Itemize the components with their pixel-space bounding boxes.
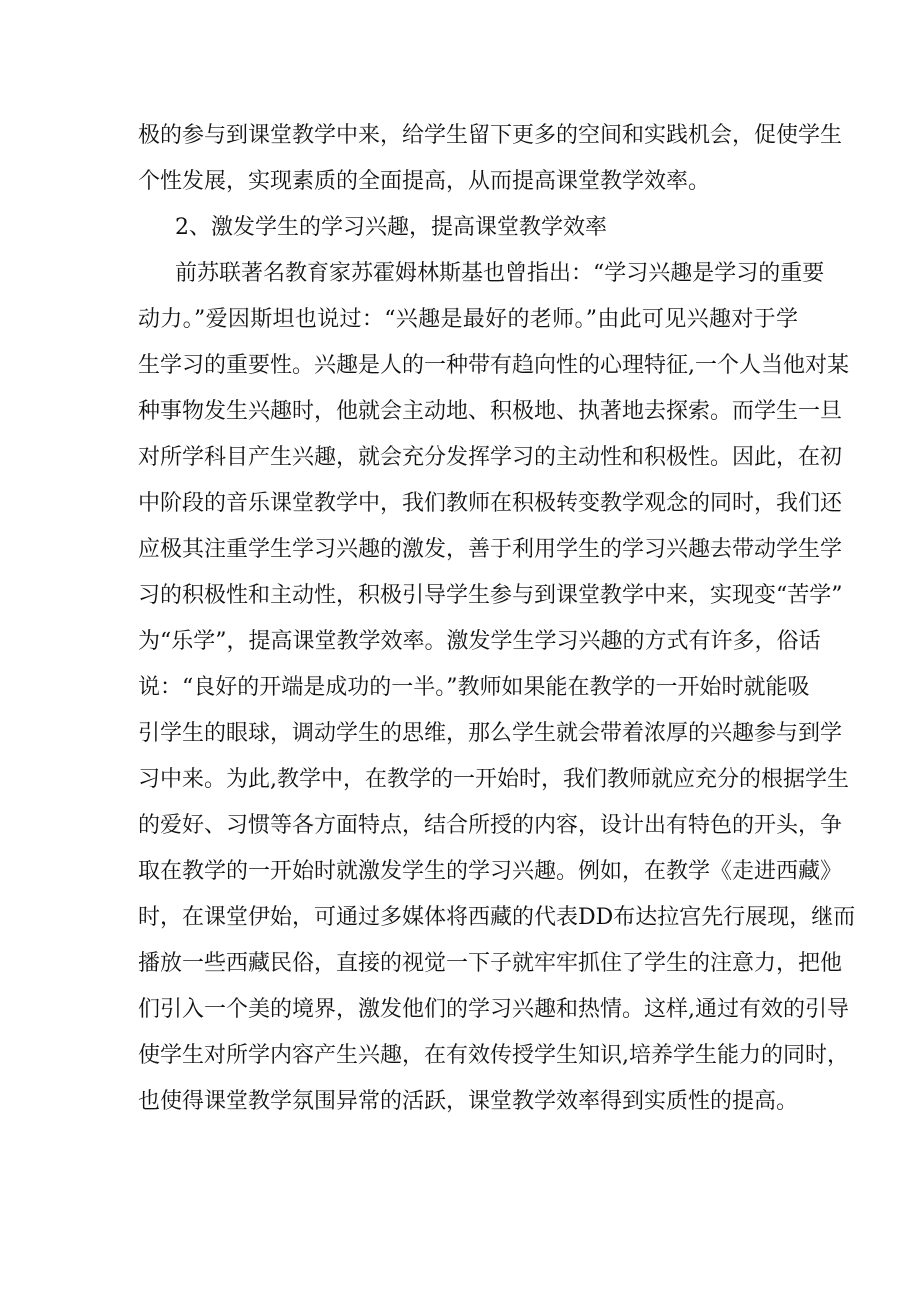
text-line: 为“乐学”，提高课堂教学效率。激发学生学习兴趣的方式有许多，俗话 <box>138 629 821 654</box>
text-line: 取在教学的一开始时就激发学生的学习兴趣。例如，在教学《走进西藏》 <box>138 859 843 884</box>
text-line: 使学生对所学内容产生兴趣，在有效传授学生知识,培养学生能力的同时， <box>138 1043 849 1068</box>
text-line: 引学生的眼球，调动学生的思维，那么学生就会带着浓厚的兴趣参与到学 <box>138 721 843 746</box>
text-line: 们引入一个美的境界，激发他们的学习兴趣和热情。这样,通过有效的引导 <box>138 997 849 1022</box>
text-line: 对所学科目产生兴趣，就会充分发挥学习的主动性和积极性。因此，在初 <box>138 445 843 470</box>
text-line: 说：“良好的开端是成功的一半。”教师如果能在教学的一开始时就能吸 <box>138 675 810 700</box>
text-line: 也使得课堂教学氛围异常的活跃，课堂教学效率得到实质性的提高。 <box>138 1089 799 1114</box>
section-heading: 2、激发学生的学习兴趣，提高课堂教学效率 <box>175 215 607 240</box>
text-line: 时，在课堂伊始，可通过多媒体将西藏的代表DD布达拉宫先行展现，继而 <box>138 905 856 930</box>
text-line: 应极其注重学生学习兴趣的激发，善于利用学生的学习兴趣去带动学生学 <box>138 537 843 562</box>
text-line: 的爱好、习惯等各方面特点，结合所授的内容，设计出有特色的开头，争 <box>138 813 843 838</box>
text-line: 动力。”爱因斯坦也说过：“兴趣是最好的老师。”由此可见兴趣对于学 <box>138 307 798 332</box>
text-line: 个性发展，实现素质的全面提高，从而提高课堂教学效率。 <box>138 169 711 194</box>
text-line: 生学习的重要性。兴趣是人的一种带有趋向性的心理特征,一个人当他对某 <box>138 353 849 378</box>
text-line: 极的参与到课堂教学中来，给学生留下更多的空间和实践机会，促使学生 <box>138 123 843 148</box>
text-line: 中阶段的音乐课堂教学中，我们教师在积极转变教学观念的同时，我们还 <box>138 491 843 516</box>
text-line: 播放一些西藏民俗，直接的视觉一下子就牢牢抓住了学生的注意力，把他 <box>138 951 843 976</box>
text-line: 习的积极性和主动性，积极引导学生参与到课堂教学中来，实现变“苦学” <box>138 583 843 608</box>
text-line: 种事物发生兴趣时，他就会主动地、积极地、执著地去探索。而学生一旦 <box>138 399 843 424</box>
text-line: 前苏联著名教育家苏霍姆林斯基也曾指出：“学习兴趣是学习的重要 <box>175 261 825 286</box>
text-line: 习中来。为此,教学中，在教学的一开始时，我们教师就应充分的根据学生 <box>138 767 849 792</box>
